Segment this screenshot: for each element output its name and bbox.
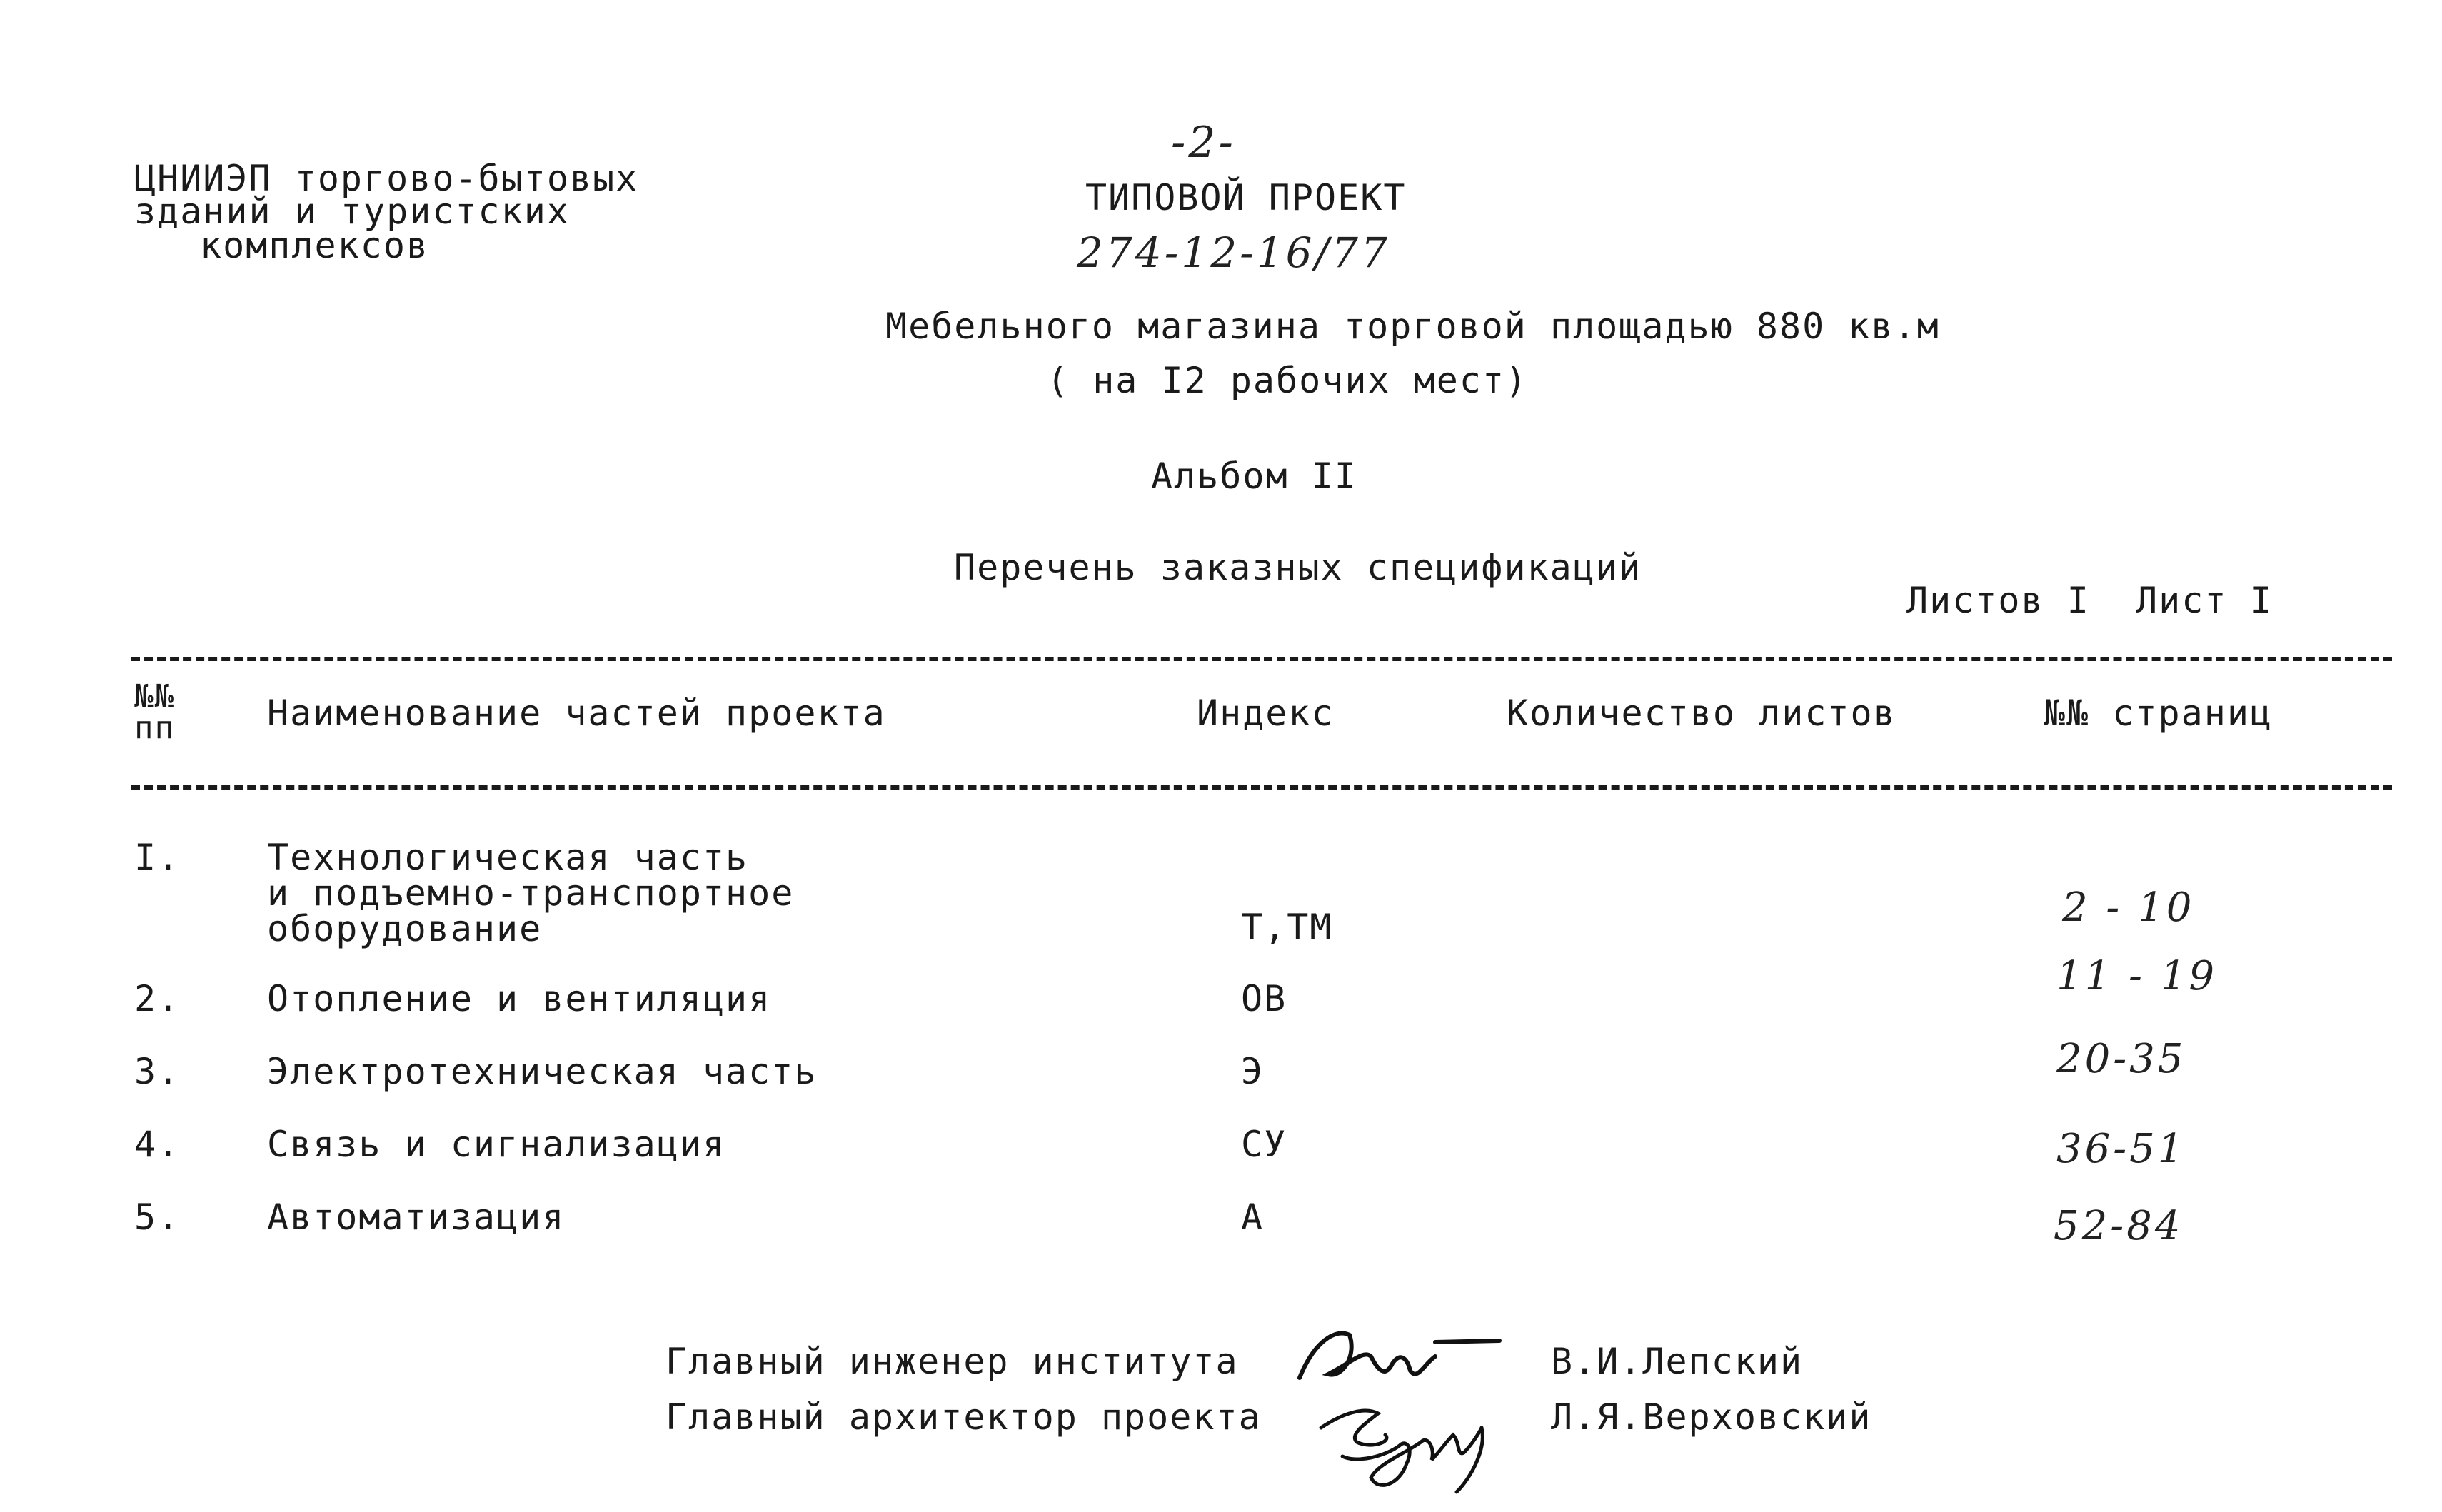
signature-role-1: Главный инженер института — [665, 1341, 1239, 1382]
table-row-5-pages: 52-84 — [2054, 1203, 2184, 1249]
signature-name-2: Л.Я.Верховский — [1551, 1396, 1872, 1438]
table-row-4-name: Связь и сигнализация — [267, 1124, 726, 1165]
org-line-3: комплексов — [200, 225, 430, 266]
table-row-2-number: 2. — [134, 978, 181, 1019]
album-label: Альбом II — [1151, 455, 1357, 497]
table-row-1-name-line3: оборудование — [267, 908, 543, 949]
table-row-3-name: Электротехническая часть — [267, 1051, 818, 1092]
project-number: 274-12-16/77 — [1077, 228, 1390, 277]
col-header-pages: №№ страниц — [2044, 692, 2273, 734]
table-row-4-number: 4. — [134, 1124, 181, 1165]
table-row-5-name: Автоматизация — [267, 1196, 566, 1238]
doc-type: ТИПОВОЙ ПРОЕКТ — [1085, 177, 1407, 218]
table-row-5-index: А — [1241, 1196, 1265, 1238]
table-row-2-index: ОВ — [1241, 978, 1287, 1019]
table-row-3-index: Э — [1241, 1051, 1265, 1092]
table-row-1-number: I. — [134, 837, 181, 878]
table-header-bottom-rule — [131, 785, 2392, 790]
org-line-2: зданий и туристских — [134, 191, 570, 232]
table-row-1-name-line2: и подъемно-транспортное — [267, 872, 795, 914]
table-top-rule — [131, 657, 2392, 661]
table-row-5-number: 5. — [134, 1196, 181, 1238]
signature-name-1: В.И.Лепский — [1551, 1341, 1804, 1382]
signature-role-2: Главный архитектор проекта — [665, 1396, 1262, 1438]
sheets-info: Листов I Лист I — [1906, 580, 2273, 621]
project-title: Мебельного магазина торговой площадью 880 кв.м — [885, 306, 1940, 347]
col-header-index: Индекс — [1197, 692, 1335, 734]
list-title: Перечень заказных спецификаций — [954, 547, 1642, 588]
table-row-2-name: Отопление и вентиляция — [267, 978, 772, 1019]
col-header-sheets-count: Количество листов — [1507, 692, 1896, 734]
organization-name — [134, 158, 639, 266]
table-row-1-pages: 2 - 10 — [2062, 884, 2195, 931]
table-row-1-name — [267, 837, 795, 949]
signature-scribble-2 — [1300, 1385, 1528, 1499]
table-row-1-name-line1: Технологическая часть — [267, 837, 749, 878]
col-header-number-line1: №№ — [134, 678, 175, 715]
table-row-3-number: 3. — [134, 1051, 181, 1092]
project-subtitle: ( на I2 рабочих мест) — [1047, 360, 1529, 401]
org-line-1: ЦНИИЭП торгово-бытовых — [134, 158, 639, 199]
page-mark: -2- — [1171, 118, 1236, 168]
table-row-3-pages: 20-35 — [2056, 1036, 2186, 1082]
table-row-1-index: Т,ТМ — [1241, 907, 1333, 948]
col-header-name: Наименование частей проекта — [267, 692, 886, 734]
col-header-number-line2: пп — [134, 710, 175, 746]
table-row-4-pages: 36-51 — [2056, 1126, 2186, 1172]
table-row-4-index: СУ — [1241, 1124, 1287, 1165]
table-row-2-pages: 11 - 19 — [2056, 953, 2218, 999]
col-header-number — [134, 678, 175, 746]
